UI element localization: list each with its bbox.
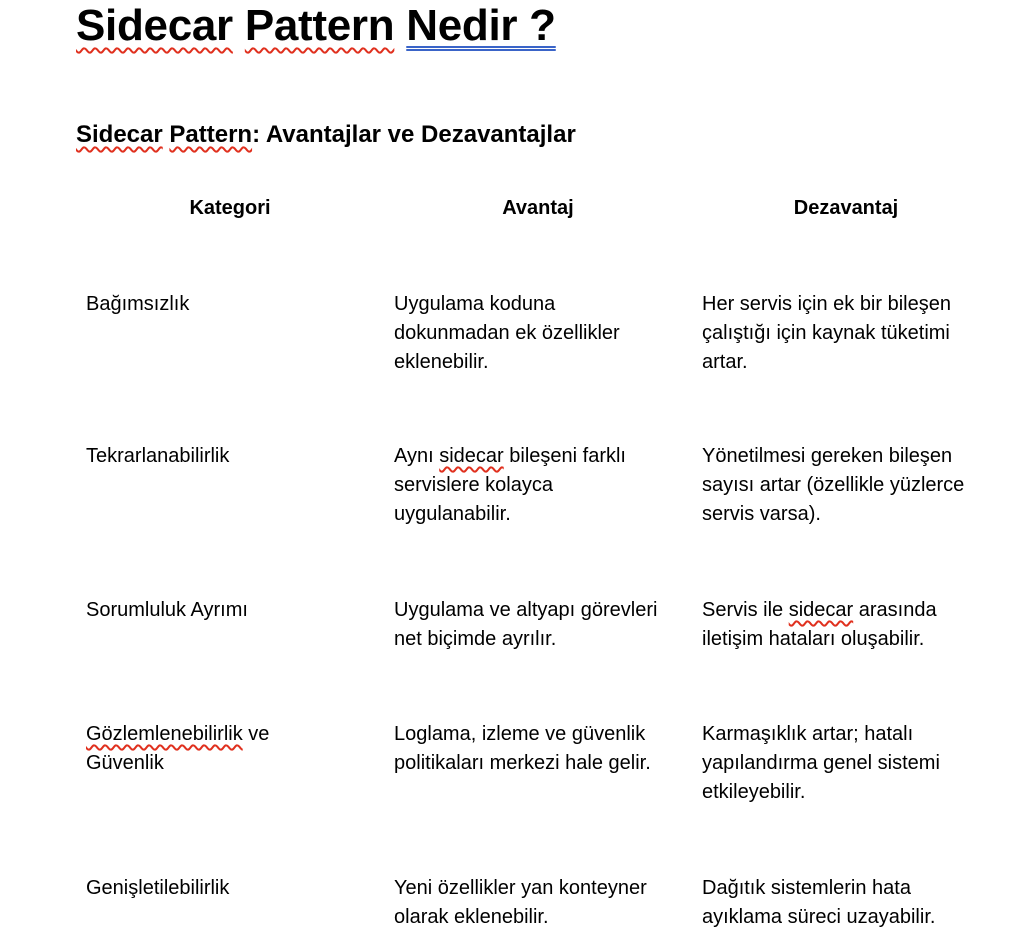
category-cell: Sorumluluk Ayrımı (86, 599, 248, 621)
word-sidecar-misspelled[interactable]: sidecar (788, 599, 854, 621)
cell-text: Servis ile (702, 599, 789, 621)
disadvantage-cell: Karmaşıklık artar; hatalı yapılandırma genel sistemi etkileyebilir. (702, 723, 940, 803)
disadvantage-cell (702, 596, 1002, 654)
advantage-cell: Uygulama ve altyapı görevleri net biçimde ayrılır. (394, 599, 658, 650)
advantage-cell: Loglama, izleme ve güvenlik politikaları merkezi hale gelir. (394, 723, 651, 774)
title-space (394, 1, 406, 50)
cell-text: Aynı (394, 445, 440, 467)
advantage-cell: Uygulama koduna dokunmadan ek özellikler eklenebilir. (394, 293, 620, 373)
heading-word-pattern-misspelled[interactable]: Pattern (169, 121, 253, 148)
category-cell: Bağımsızlık (86, 293, 190, 315)
section-heading (76, 120, 576, 150)
title-word-nedir-grammar-flag[interactable]: Nedir ? (406, 1, 556, 50)
disadvantage-cell: Her servis için ek bir bileşen çalıştığı için kaynak tüketimi artar. (702, 293, 951, 373)
heading-rest: : Avantajlar ve Dezavantajlar (252, 121, 576, 148)
category-cell (86, 720, 376, 778)
column-header-kategori: Kategori (189, 197, 271, 219)
title-word-pattern-misspelled[interactable]: Pattern (244, 1, 395, 50)
cell-text: ve Güvenlik (86, 723, 270, 774)
cell-text: bileşeni farklı servislere kolayca uygulanabilir. (394, 445, 626, 525)
advantage-cell: Yeni özellikler yan konteyner olarak eklenebilir. (394, 877, 647, 928)
column-header-avantaj: Avantaj (502, 197, 574, 219)
word-gozlemlenebilirlik-misspelled[interactable]: Gözlemlenebilirlik (86, 723, 243, 745)
advantage-cell (394, 442, 690, 529)
category-cell: Genişletilebilirlik (86, 877, 230, 899)
column-header-dezavantaj: Dezavantaj (793, 197, 899, 219)
title-space (233, 1, 245, 50)
disadvantage-cell: Yönetilmesi gereken bileşen sayısı artar (özellikle yüzlerce servis varsa). (702, 445, 965, 525)
disadvantage-cell: Dağıtık sistemlerin hata ayıklama süreci uzayabilir. (702, 877, 936, 928)
heading-word-sidecar-misspelled[interactable]: Sidecar (76, 121, 163, 148)
cell-text: arasında iletişim hataları oluşabilir. (702, 599, 937, 650)
document-title (76, 0, 556, 52)
category-cell: Tekrarlanabilirlik (86, 445, 230, 467)
title-word-sidecar-misspelled[interactable]: Sidecar (76, 1, 233, 50)
word-sidecar-misspelled[interactable]: sidecar (439, 445, 504, 467)
